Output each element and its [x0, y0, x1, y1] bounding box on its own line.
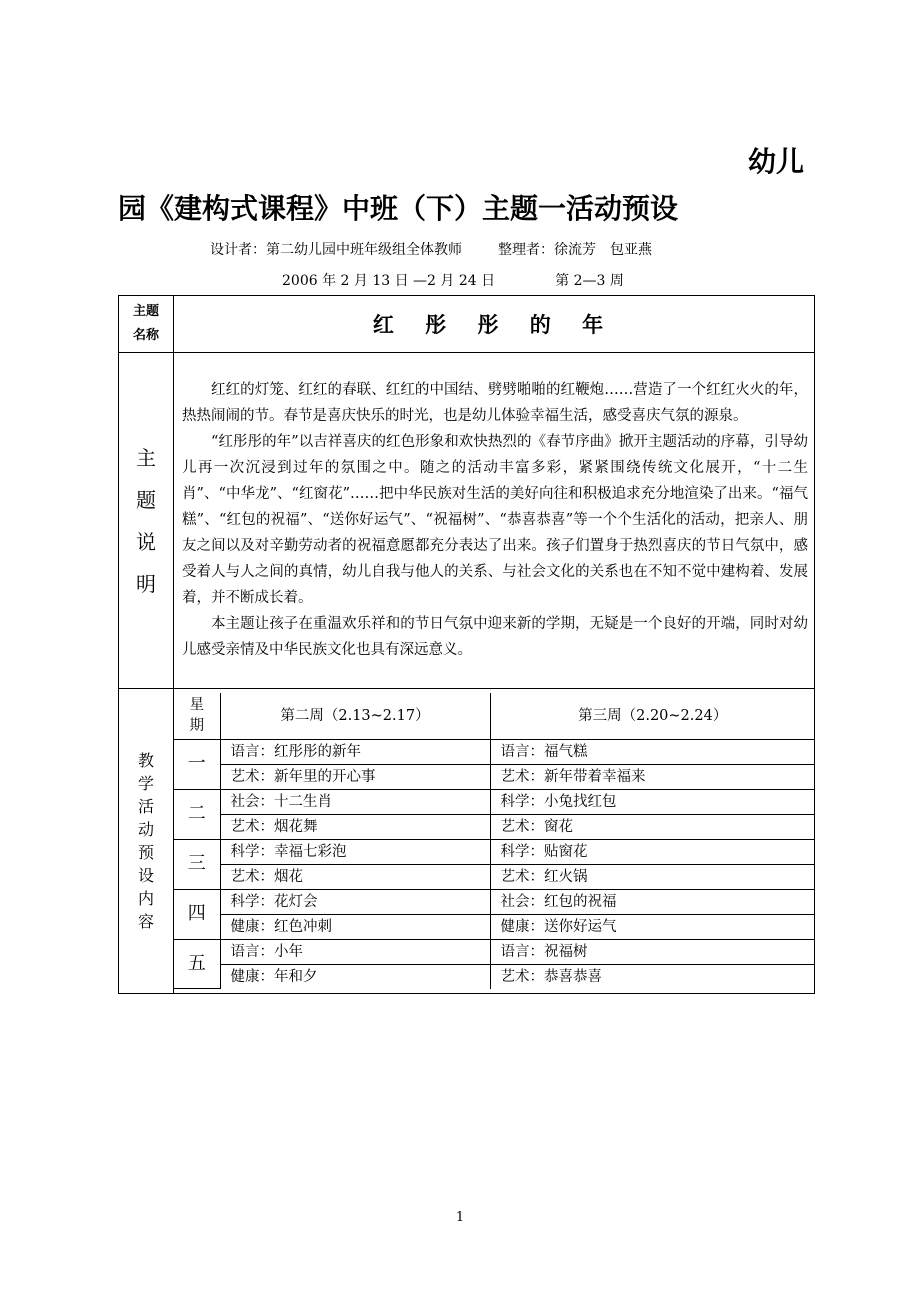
activity-cell: 语言：小年 — [220, 939, 490, 964]
activity-cell: 语言：福气糕 — [490, 739, 815, 764]
theme-name-label — [119, 296, 174, 353]
description-paragraph: “红彤彤的年”以吉祥喜庆的红色形象和欢快热烈的《春节序曲》掀开主题活动的序幕，引导幼儿再一次沉浸到过年的氛围之中。随之的活动丰富多彩，紧紧围绕传统文化展开，“十二生肖”、“中华龙”、“红窗花”……把中华民族对生活的美好向往和积极追求充分地渲染了出来。“福气糕”、“红包的祝福”、“送你好运气”、“祝福树”、“恭喜恭喜”等一个个生活化的活动，把亲人、朋友之间以及对辛勤劳动者的祝福意愿都充分表达了出来。孩子们置身于热烈喜庆的节日气氛中，感受着人与人之间的真情，幼儿自我与他人的关系、与社会文化的关系也在不知不觉中建构着、发展着，并不断成长着。 — [182, 433, 808, 606]
theme-name-label-line: 主题 — [132, 304, 159, 319]
theme-plan-table — [118, 295, 815, 994]
description-paragraph: 红红的灯笼、红红的春联、红红的中国结、劈劈啪啪的红鞭炮……营造了一个红红火火的年，热热闹闹的节。春节是喜庆快乐的时光，也是幼儿体验幸福生活，感受喜庆气氛的源泉。 — [182, 381, 808, 424]
activity-cell: 艺术：恭喜恭喜 — [490, 964, 815, 989]
activity-cell: 健康：红色冲刺 — [220, 914, 490, 939]
schedule-header-row — [174, 693, 815, 740]
activity-schedule-table — [174, 693, 815, 990]
activity-cell: 语言：红彤彤的新年 — [220, 739, 490, 764]
document-title-line-1: 幼儿 — [747, 145, 804, 178]
document-title-line-2: 园《建构式课程》中班（下）主题一活动预设 — [118, 192, 679, 225]
weekday-cell: 二 — [174, 789, 220, 839]
page-number: 1 — [455, 1210, 465, 1225]
week3-header: 第三周（2.20~2.24） — [490, 693, 815, 740]
description-paragraph: 本主题让孩子在重温欢乐祥和的节日气氛中迎来新的学期，无疑是一个良好的开端，同时对幼儿感受亲情及中华民族文化也具有深远意义。 — [182, 615, 808, 658]
label-char: 预 — [137, 843, 154, 862]
label-char: 明 — [136, 571, 156, 596]
table-row — [174, 739, 815, 764]
theme-name-label-line: 名称 — [132, 328, 159, 343]
theme-name-row — [119, 296, 815, 353]
activity-cell: 艺术：红火锅 — [490, 864, 815, 889]
weekday-cell: 四 — [174, 889, 220, 939]
table-row — [174, 964, 815, 989]
label-char: 设 — [137, 866, 154, 885]
label-char: 容 — [137, 912, 154, 931]
weekday-header — [174, 693, 220, 740]
weekday-cell: 一 — [174, 739, 220, 789]
label-char: 题 — [136, 487, 156, 512]
activity-cell: 社会：红包的祝福 — [490, 889, 815, 914]
activity-cell: 科学：小兔找红包 — [490, 789, 815, 814]
label-char: 活 — [137, 797, 154, 816]
activity-cell: 艺术：烟花 — [220, 864, 490, 889]
activity-cell: 健康：送你好运气 — [490, 914, 815, 939]
activity-cell: 艺术：烟花舞 — [220, 814, 490, 839]
activity-cell: 艺术：窗花 — [490, 814, 815, 839]
label-char: 动 — [137, 820, 154, 839]
organizer-text: 整理者：徐流芳 包亚燕 — [498, 242, 652, 258]
table-row — [174, 864, 815, 889]
activity-schedule-label — [119, 689, 174, 994]
theme-description-label — [119, 353, 174, 689]
designer-text: 设计者：第二幼儿园中班年级组全体教师 — [210, 242, 462, 258]
activity-cell: 社会：十二生肖 — [220, 789, 490, 814]
activity-cell: 健康：年和夕 — [220, 964, 490, 989]
weekday-cell: 三 — [174, 839, 220, 889]
table-row — [174, 889, 815, 914]
weekday-header-char: 星 — [189, 696, 204, 713]
author-line — [210, 239, 652, 259]
table-row — [174, 764, 815, 789]
weekday-header-char: 期 — [189, 717, 204, 734]
activity-cell: 艺术：新年带着幸福来 — [490, 764, 815, 789]
table-row — [174, 839, 815, 864]
theme-description-row — [119, 353, 815, 689]
activity-schedule-row — [119, 689, 815, 994]
label-char: 教 — [137, 751, 154, 770]
activity-schedule-cell — [174, 689, 815, 994]
table-row — [174, 789, 815, 814]
activity-cell: 科学：贴窗花 — [490, 839, 815, 864]
date-line — [282, 270, 624, 290]
theme-description-text — [174, 353, 815, 689]
week2-header: 第二周（2.13~2.17） — [220, 693, 490, 740]
activity-cell: 艺术：新年里的开心事 — [220, 764, 490, 789]
activity-cell: 科学：花灯会 — [220, 889, 490, 914]
label-char: 学 — [137, 774, 154, 793]
date-range-text: 2006 年 2 月 13 日 —2 月 24 日 — [282, 273, 496, 289]
table-row — [174, 939, 815, 964]
label-char: 主 — [136, 445, 156, 470]
activity-cell: 科学：幸福七彩泡 — [220, 839, 490, 864]
weeks-text: 第 2—3 周 — [555, 273, 624, 289]
activity-cell: 语言：祝福树 — [490, 939, 815, 964]
table-row — [174, 814, 815, 839]
label-char: 内 — [137, 889, 154, 908]
theme-name: 红 彤 彤 的 年 — [174, 296, 815, 353]
weekday-cell: 五 — [174, 939, 220, 989]
table-row — [174, 914, 815, 939]
label-char: 说 — [136, 529, 156, 554]
